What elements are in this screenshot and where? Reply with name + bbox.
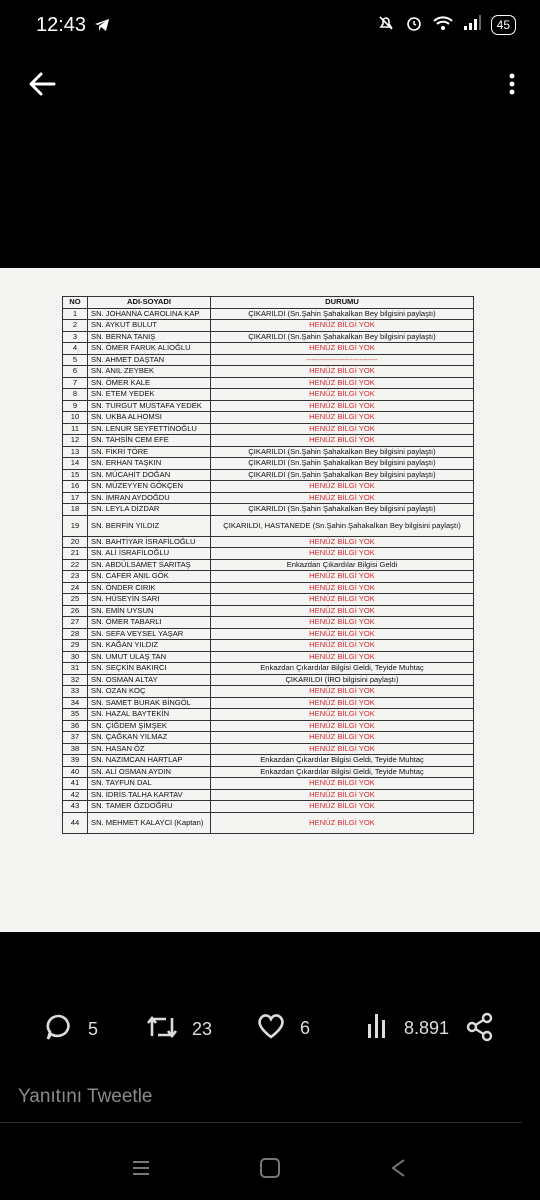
row-status: HENÜZ BİLGİ YOK <box>211 571 474 583</box>
row-status: HENÜZ BİLGİ YOK <box>211 377 474 389</box>
row-name: SN. TAMER ÖZDOĞRU <box>88 801 211 813</box>
row-name: SN. ALİ OSMAN AYDIN <box>88 766 211 778</box>
table-row <box>63 412 474 424</box>
table-row <box>63 389 474 401</box>
row-status: HENÜZ BİLGİ YOK <box>211 812 474 833</box>
row-name: SN. ETEM YEDEK <box>88 389 211 401</box>
row-name: SN. UMUT ULAŞ TAN <box>88 651 211 663</box>
row-name: SN. BERNA TANIŞ <box>88 331 211 343</box>
row-name: SN. ÇİĞDEM ŞİMŞEK <box>88 720 211 732</box>
share-icon <box>466 1012 494 1047</box>
table-row <box>63 458 474 470</box>
row-name: SN. ALİ İSRAFİLOĞLU <box>88 548 211 560</box>
row-status: ÇIKARILDI (Sn.Şahin Şahakalkan Bey bilgisini paylaştı) <box>211 504 474 516</box>
table-row <box>63 504 474 516</box>
row-number: 24 <box>63 582 88 594</box>
row-number: 28 <box>63 628 88 640</box>
row-name: SN. ÖMER FARUK ALİOĞLU <box>88 343 211 355</box>
row-status: HENÜZ BİLGİ YOK <box>211 492 474 504</box>
row-status: HENÜZ BİLGİ YOK <box>211 605 474 617</box>
table-row <box>63 778 474 790</box>
row-status: HENÜZ BİLGİ YOK <box>211 697 474 709</box>
table-row <box>63 536 474 548</box>
row-name: SN. OSMAN ALTAY <box>88 674 211 686</box>
back-arrow-icon[interactable] <box>24 64 64 104</box>
row-number: 26 <box>63 605 88 617</box>
row-number: 38 <box>63 743 88 755</box>
row-status: ÇIKARILDI (Sn.Şahin Şahakalkan Bey bilgisini paylaştı) <box>211 469 474 481</box>
row-status: HENÜZ BİLGİ YOK <box>211 435 474 447</box>
row-name: SN. EMİN UYSUN <box>88 605 211 617</box>
row-number: 42 <box>63 789 88 801</box>
row-number: 11 <box>63 423 88 435</box>
status-table <box>62 296 474 834</box>
row-number: 1 <box>63 308 88 320</box>
table-row <box>63 674 474 686</box>
reply-input[interactable]: Yanıtını Tweetle <box>18 1086 153 1107</box>
row-number: 4 <box>63 343 88 355</box>
row-name: SN. ÖNDER CIRIK <box>88 582 211 594</box>
row-status: HENÜZ BİLGİ YOK <box>211 651 474 663</box>
table-row <box>63 435 474 447</box>
row-name: SN. HAZAL BAYTEKİN <box>88 709 211 721</box>
row-number: 15 <box>63 469 88 481</box>
like-button[interactable] <box>256 1012 310 1045</box>
status-time: 12:43 <box>36 14 87 36</box>
table-row <box>63 571 474 583</box>
row-status: HENÜZ BİLGİ YOK <box>211 582 474 594</box>
row-status: HENÜZ BİLGİ YOK <box>211 778 474 790</box>
retweet-button[interactable] <box>146 1012 212 1047</box>
row-number: 19 <box>63 515 88 536</box>
row-name: SN. HÜSEYİN SARI <box>88 594 211 606</box>
tweet-image[interactable] <box>0 268 540 932</box>
table-row <box>63 400 474 412</box>
row-number: 41 <box>63 778 88 790</box>
tweet-actions <box>0 1012 540 1042</box>
row-name: SN. AYKUT BULUT <box>88 320 211 332</box>
row-status: HENÜZ BİLGİ YOK <box>211 686 474 698</box>
table-row <box>63 720 474 732</box>
row-name: SN. TAHSİN CEM EFE <box>88 435 211 447</box>
table-row <box>63 640 474 652</box>
row-number: 27 <box>63 617 88 629</box>
row-status: HENÜZ BİLGİ YOK <box>211 720 474 732</box>
table-row <box>63 697 474 709</box>
telegram-icon <box>94 18 110 37</box>
row-name: SN. TURGUT MUSTAFA YEDEK <box>88 400 211 412</box>
status-icons <box>377 14 516 35</box>
row-number: 44 <box>63 812 88 833</box>
row-name: SN. ÇAĞKAN YILMAZ <box>88 732 211 744</box>
nav-back-icon[interactable] <box>388 1157 410 1184</box>
row-status: HENÜZ BİLGİ YOK <box>211 366 474 378</box>
table-row <box>63 594 474 606</box>
table-row <box>63 515 474 536</box>
home-icon[interactable] <box>259 1157 281 1184</box>
alarm-icon <box>405 14 423 35</box>
row-status: HENÜZ BİLGİ YOK <box>211 789 474 801</box>
row-status: HENÜZ BİLGİ YOK <box>211 412 474 424</box>
row-number: 5 <box>63 354 88 366</box>
views-count: 8.891 <box>404 1018 450 1038</box>
share-button[interactable] <box>466 1012 494 1047</box>
row-name: SN. KAĞAN YILDIZ <box>88 640 211 652</box>
row-number: 12 <box>63 435 88 447</box>
row-number: 20 <box>63 536 88 548</box>
row-status: HENÜZ BİLGİ YOK <box>211 594 474 606</box>
row-number: 40 <box>63 766 88 778</box>
row-name: SN. UKBA ALHOMSI <box>88 412 211 424</box>
row-name: SN. SAMET BURAK BİNGÖL <box>88 697 211 709</box>
table-row <box>63 481 474 493</box>
row-status: ÇIKARILDI (İRO bilgisini paylaştı) <box>211 674 474 686</box>
table-row <box>63 663 474 675</box>
row-number: 7 <box>63 377 88 389</box>
row-name: SN. BAHTİYAR İSRAFİLOĞLU <box>88 536 211 548</box>
row-number: 23 <box>63 571 88 583</box>
retweet-count: 23 <box>192 1019 213 1039</box>
table-row <box>63 755 474 767</box>
table-header-row <box>63 297 474 309</box>
row-status: HENÜZ BİLGİ YOK <box>211 400 474 412</box>
recent-apps-icon[interactable] <box>130 1158 152 1183</box>
row-number: 18 <box>63 504 88 516</box>
table-row <box>63 492 474 504</box>
row-status: HENÜZ BİLGİ YOK <box>211 536 474 548</box>
row-name: SN. BERFİN YILDIZ <box>88 515 211 536</box>
row-status: HENÜZ BİLGİ YOK <box>211 320 474 332</box>
row-name: SN. TAYFUN DAL <box>88 778 211 790</box>
row-status: HENÜZ BİLGİ YOK <box>211 389 474 401</box>
row-number: 29 <box>63 640 88 652</box>
row-status: HENÜZ BİLGİ YOK <box>211 617 474 629</box>
row-name: SN. İDRİS TALHA KARTAV <box>88 789 211 801</box>
row-name: SN. MEHMET KALAYCI (Kaptan) <box>88 812 211 833</box>
signal-icon <box>463 15 481 34</box>
table-row <box>63 628 474 640</box>
row-name: SN. ABDÜLSAMET SARITAŞ <box>88 559 211 571</box>
row-status: Enkazdan Çıkardılar Bilgisi Geldi, Teyide Muhtaç <box>211 755 474 767</box>
row-name: SN. MÜCAHİT DOĞAN <box>88 469 211 481</box>
table-row <box>63 377 474 389</box>
row-number: 2 <box>63 320 88 332</box>
row-number: 22 <box>63 559 88 571</box>
retweet-icon <box>146 1012 178 1047</box>
views-icon <box>366 1012 390 1045</box>
more-vertical-icon[interactable] <box>500 64 524 104</box>
row-number: 39 <box>63 755 88 767</box>
table-row <box>63 469 474 481</box>
row-name: SN. ÖMER TABARLI <box>88 617 211 629</box>
views-button[interactable] <box>366 1012 449 1045</box>
table-row <box>63 732 474 744</box>
table-row <box>63 308 474 320</box>
row-name: SN. ÖMER KALE <box>88 377 211 389</box>
row-status: HENÜZ BİLGİ YOK <box>211 640 474 652</box>
reply-button[interactable] <box>44 1012 98 1047</box>
table-row <box>63 446 474 458</box>
row-number: 16 <box>63 481 88 493</box>
row-name: SN. MÜZEYYEN GÖKÇEN <box>88 481 211 493</box>
table-row <box>63 582 474 594</box>
row-number: 30 <box>63 651 88 663</box>
row-number: 43 <box>63 801 88 813</box>
header-name: ADI-SOYADI <box>88 297 211 309</box>
row-name: SN. İMRAN AYDOĞDU <box>88 492 211 504</box>
table-row <box>63 651 474 663</box>
status-bar <box>0 0 540 56</box>
row-number: 37 <box>63 732 88 744</box>
row-name: SN. JOHANNA CAROLINA KAP <box>88 308 211 320</box>
row-name: SN. LENUR SEYFETTİNOĞLU <box>88 423 211 435</box>
reply-icon <box>44 1012 74 1047</box>
row-number: 9 <box>63 400 88 412</box>
row-status: ÇIKARILDI (Sn.Şahin Şahakalkan Bey bilgisini paylaştı) <box>211 446 474 458</box>
table-row <box>63 366 474 378</box>
header-no: NO <box>63 297 88 309</box>
row-name: SN. SEÇKİN BAKIRCI <box>88 663 211 675</box>
heart-icon <box>256 1012 286 1045</box>
row-number: 6 <box>63 366 88 378</box>
row-number: 14 <box>63 458 88 470</box>
row-name: SN. OZAN KOÇ <box>88 686 211 698</box>
row-status: ÇIKARILDI, HASTANEDE (Sn.Şahin Şahakalkan Bey bilgisini paylaştı) <box>211 515 474 536</box>
row-number: 13 <box>63 446 88 458</box>
row-status: ÇIKARILDI (Sn.Şahin Şahakalkan Bey bilgisini paylaştı) <box>211 458 474 470</box>
row-number: 10 <box>63 412 88 424</box>
table-row <box>63 423 474 435</box>
wifi-icon <box>433 15 453 34</box>
row-name: SN. CAFER ANIL GÖK <box>88 571 211 583</box>
table-row <box>63 686 474 698</box>
table-row <box>63 617 474 629</box>
row-name: SN. FİKRİ TÖRE <box>88 446 211 458</box>
table-row <box>63 709 474 721</box>
row-status: ---------------------------- <box>211 354 474 366</box>
table-row <box>63 766 474 778</box>
row-number: 36 <box>63 720 88 732</box>
row-name: SN. ERHAN TAŞKIN <box>88 458 211 470</box>
row-number: 31 <box>63 663 88 675</box>
row-status: Enkazdan Çıkardılar Bilgisi Geldi, Teyide Muhtaç <box>211 766 474 778</box>
row-status: ÇIKARILDI (Sn.Şahin Şahakalkan Bey bilgisini paylaştı) <box>211 308 474 320</box>
table-row <box>63 559 474 571</box>
row-status: HENÜZ BİLGİ YOK <box>211 732 474 744</box>
row-status: Enkazdan Çıkardılar Bilgisi Geldi <box>211 559 474 571</box>
mute-icon <box>377 14 395 35</box>
row-status: HENÜZ BİLGİ YOK <box>211 628 474 640</box>
row-status: HENÜZ BİLGİ YOK <box>211 548 474 560</box>
header-status: DURUMU <box>211 297 474 309</box>
table-row <box>63 812 474 833</box>
row-number: 34 <box>63 697 88 709</box>
row-number: 25 <box>63 594 88 606</box>
row-status: HENÜZ BİLGİ YOK <box>211 801 474 813</box>
row-name: SN. ANIL ZEYBEK <box>88 366 211 378</box>
like-count: 6 <box>300 1018 311 1038</box>
table-row <box>63 354 474 366</box>
table-row <box>63 548 474 560</box>
battery-indicator: 45 <box>491 15 516 35</box>
row-name: SN. SEFA VEYSEL YAŞAR <box>88 628 211 640</box>
table-row <box>63 605 474 617</box>
row-number: 3 <box>63 331 88 343</box>
table-row <box>63 743 474 755</box>
row-number: 32 <box>63 674 88 686</box>
row-number: 33 <box>63 686 88 698</box>
row-status: HENÜZ BİLGİ YOK <box>211 743 474 755</box>
table-row <box>63 343 474 355</box>
table-row <box>63 801 474 813</box>
reply-count: 5 <box>88 1019 99 1039</box>
row-name: SN. LEYLA DİZDAR <box>88 504 211 516</box>
row-number: 35 <box>63 709 88 721</box>
row-name: SN. HASAN ÖZ <box>88 743 211 755</box>
row-number: 8 <box>63 389 88 401</box>
divider <box>0 1122 522 1123</box>
row-status: Enkazdan Çıkardılar Bilgisi Geldi, Teyide Muhtaç <box>211 663 474 675</box>
row-status: ÇIKARILDI (Sn.Şahin Şahakalkan Bey bilgisini paylaştı) <box>211 331 474 343</box>
system-nav-bar <box>0 1156 540 1180</box>
row-name: SN. NAZIMCAN HARTLAP <box>88 755 211 767</box>
row-number: 21 <box>63 548 88 560</box>
row-name: SN. AHMET DAŞTAN <box>88 354 211 366</box>
row-status: HENÜZ BİLGİ YOK <box>211 481 474 493</box>
table-row <box>63 331 474 343</box>
row-status: HENÜZ BİLGİ YOK <box>211 423 474 435</box>
table-row <box>63 320 474 332</box>
row-number: 17 <box>63 492 88 504</box>
row-status: HENÜZ BİLGİ YOK <box>211 343 474 355</box>
table-row <box>63 789 474 801</box>
row-status: HENÜZ BİLGİ YOK <box>211 709 474 721</box>
